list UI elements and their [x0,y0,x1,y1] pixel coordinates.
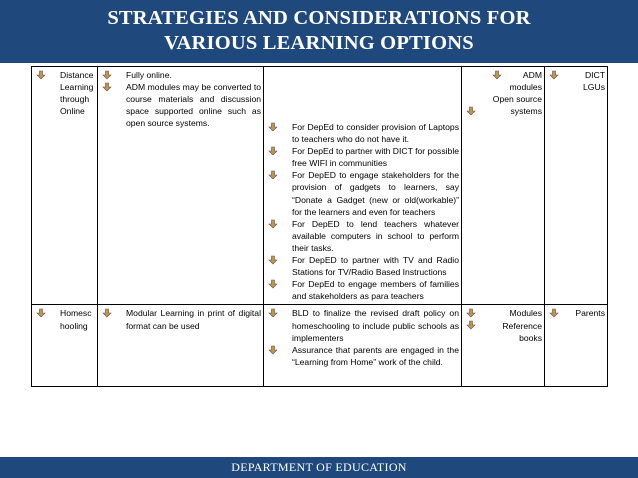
arrow-bullet-icon [549,308,559,318]
strategies-cell [264,305,462,387]
arrow-bullet-icon [492,70,502,80]
arrow-bullet-icon [268,219,278,229]
partner-text: Parents [575,308,605,319]
resources-cell [462,67,545,305]
strategy-text: BLD to finalize the revised draft policy on homeschooling to include public schools as implementers [292,308,459,343]
partners-cell [545,67,608,305]
arrow-bullet-icon [268,345,278,355]
arrow-bullet-icon [268,170,278,180]
arrow-bullet-icon [268,146,278,156]
footer-banner [0,457,638,478]
resource-text: Open source systems [492,94,542,117]
strategy-text: Assurance that parents are engaged in the “Learning from Home” work of the child. [292,344,459,367]
arrow-bullet-icon [466,308,476,318]
slide-title: STRATEGIES AND CONSIDERATIONS FOR VARIOUS LEARNING OPTIONS [107,7,531,54]
arrow-bullet-icon [268,255,278,265]
description-text: ADM modules may be converted to course materials and discussion space supported online such as open source systems. [126,82,261,129]
arrow-bullet-icon [466,106,476,116]
table-row [32,67,608,305]
strategy-text: For DepED to engage stakeholders for the provision of gadgets to learners, say “Donate a Gadget (new or old(workable)” for the learners and even for teachers [292,170,459,217]
arrow-bullet-icon [268,122,278,132]
resource-text: Modules Reference books [502,308,542,343]
partners-cell [545,305,608,387]
strategy-text: For DepEd to engage members of families and stakeholders as para teachers [292,279,459,302]
option-cell [32,305,98,387]
arrow-bullet-icon [466,320,476,330]
strategy-text: For DepEd to partner with DICT for possible free WIFI in communities [292,146,460,169]
title-banner [0,0,638,63]
strategy-text: For DepED to partner with TV and Radio Stations for TV/Radio Based Instructions [292,255,459,278]
partner-text: LGUs [583,82,605,93]
footer-text: DEPARTMENT OF EDUCATION [231,460,407,474]
arrow-bullet-icon [36,308,46,318]
strategy-text: For DepED to lend teachers whatever available computers in school to perform their tasks. [292,218,459,253]
arrow-bullet-icon [268,308,278,318]
strategies-table [31,66,608,387]
arrow-bullet-icon [102,82,112,92]
arrow-bullet-icon [102,308,112,318]
resource-text: ADM modules [509,70,542,93]
option-cell [32,67,98,305]
description-text: Modular Learning in print of digital format can be used [126,308,261,331]
arrow-bullet-icon [36,70,46,80]
option-label: Distance Learning through Online [60,70,94,117]
partner-text: DICT [584,70,605,80]
arrow-bullet-icon [102,70,112,80]
description-cell [98,67,264,305]
description-text: Fully online. [126,70,172,80]
arrow-bullet-icon [549,70,559,80]
strategy-text: For DepEd to consider provision of Laptops to teachers who do not have it. [292,122,459,145]
arrow-bullet-icon [268,279,278,289]
strategies-cell [264,67,462,305]
option-label: Homeschooling [60,308,92,331]
table-row [32,305,608,387]
resources-cell [462,305,545,387]
description-cell [98,305,264,387]
